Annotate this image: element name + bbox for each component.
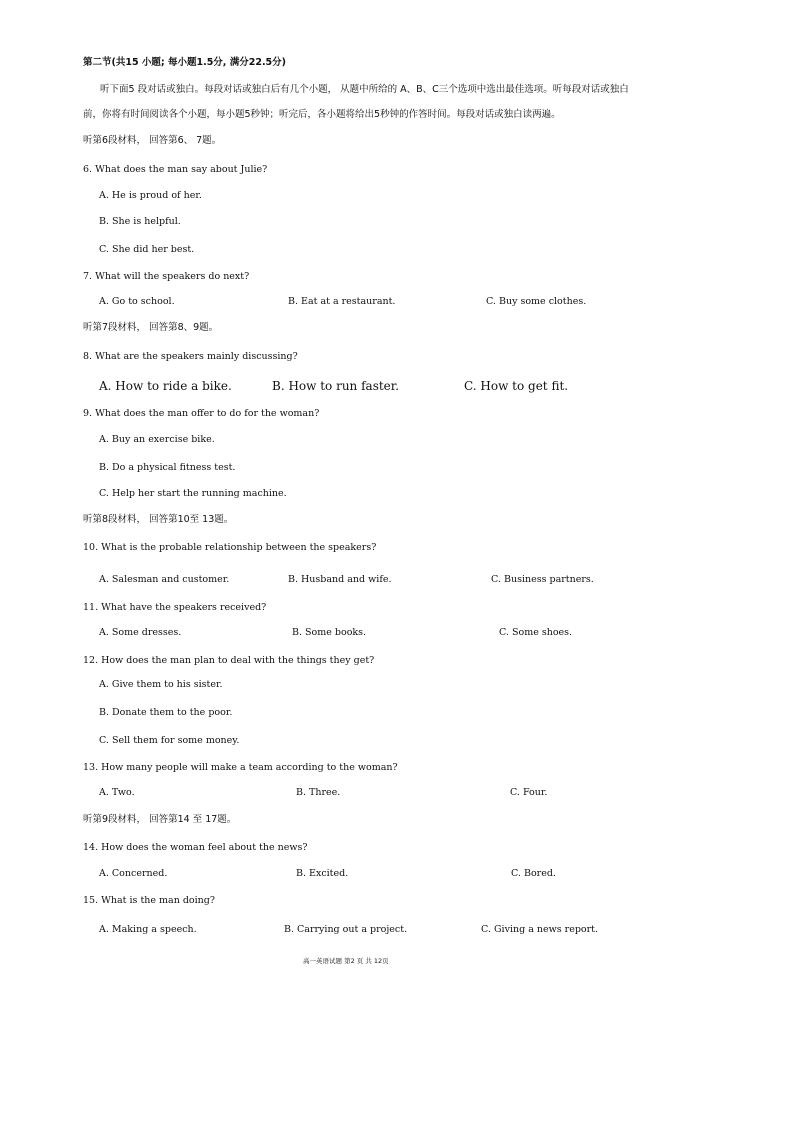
question-6-option-c: C. She did her best. [99, 244, 195, 255]
question-11-option-c: C. Some shoes. [499, 627, 573, 638]
question-10-option-b: B. Husband and wife. [288, 574, 392, 585]
question-6-option-b: B. She is helpful. [99, 216, 181, 227]
question-10-option-a: A. Salesman and customer. [99, 574, 230, 585]
question-7-option-c: C. Buy some clothes. [486, 296, 587, 307]
question-14-stem: 14. How does the woman feel about the news? [83, 842, 308, 853]
question-15-option-b: B. Carrying out a project. [284, 924, 408, 935]
group-heading-6-7: 听第6段材料， 回答第6、 7题。 [83, 135, 222, 146]
question-8-option-a: A. How to ride a bike. [99, 379, 232, 393]
question-13-option-a: A. Two. [99, 787, 135, 798]
instructions-line-1: 听下面5 段对话或独白。每段对话或独白后有几个小题， 从题中所给的 A、B、C三个选项中选出最佳选项。听每段对话或独白 [100, 84, 629, 95]
group-heading-10-13: 听第8段材料， 回答第10至 13题。 [83, 514, 234, 525]
question-8-option-b: B. How to run faster. [272, 379, 400, 393]
group-heading-8-9: 听第7段材料， 回答第8、9题。 [83, 322, 219, 333]
question-13-option-b: B. Three. [296, 787, 341, 798]
question-13-stem: 13. How many people will make a team according to the woman? [83, 762, 398, 773]
instructions-line-2: 前，你将有时间阅读各个小题，每小题5秒钟；听完后，各小题将给出5秒钟的作答时间。每段对话或独白读两遍。 [83, 109, 561, 120]
question-13-option-c: C. Four. [510, 787, 548, 798]
question-15-option-a: A. Making a speech. [99, 924, 197, 935]
question-14-option-b: B. Excited. [296, 868, 349, 879]
question-9-option-b: B. Do a physical fitness test. [99, 462, 236, 473]
question-15-option-c: C. Giving a news report. [481, 924, 599, 935]
question-12-option-a: A. Give them to his sister. [99, 679, 223, 690]
question-15-stem: 15. What is the man doing? [83, 895, 215, 906]
page-footer: 高一英语试题 第2 页 共 12页 [303, 957, 389, 965]
question-10-stem: 10. What is the probable relationship between the speakers? [83, 542, 377, 553]
question-11-option-b: B. Some books. [292, 627, 367, 638]
question-6-option-a: A. He is proud of her. [99, 190, 202, 201]
question-12-option-c: C. Sell them for some money. [99, 735, 240, 746]
question-6-stem: 6. What does the man say about Julie? [83, 164, 268, 175]
question-11-option-a: A. Some dresses. [99, 627, 182, 638]
question-7-option-a: A. Go to school. [99, 296, 175, 307]
question-7-option-b: B. Eat at a restaurant. [288, 296, 396, 307]
question-9-stem: 9. What does the man offer to do for the woman? [83, 408, 320, 419]
group-heading-14-17: 听第9段材料， 回答第14 至 17题。 [83, 814, 237, 825]
question-12-stem: 12. How does the man plan to deal with the things they get? [83, 655, 375, 666]
section-header: 第二节(共15 小题; 每小题1.5分, 满分22.5分) [83, 57, 287, 68]
question-14-option-a: A. Concerned. [99, 868, 168, 879]
question-9-option-a: A. Buy an exercise bike. [99, 434, 215, 445]
question-7-stem: 7. What will the speakers do next? [83, 271, 250, 282]
question-10-option-c: C. Business partners. [491, 574, 594, 585]
question-14-option-c: C. Bored. [511, 868, 556, 879]
question-8-stem: 8. What are the speakers mainly discussing? [83, 351, 298, 362]
question-11-stem: 11. What have the speakers received? [83, 602, 267, 613]
question-8-option-c: C. How to get fit. [464, 379, 569, 393]
question-9-option-c: C. Help her start the running machine. [99, 488, 287, 499]
question-12-option-b: B. Donate them to the poor. [99, 707, 233, 718]
